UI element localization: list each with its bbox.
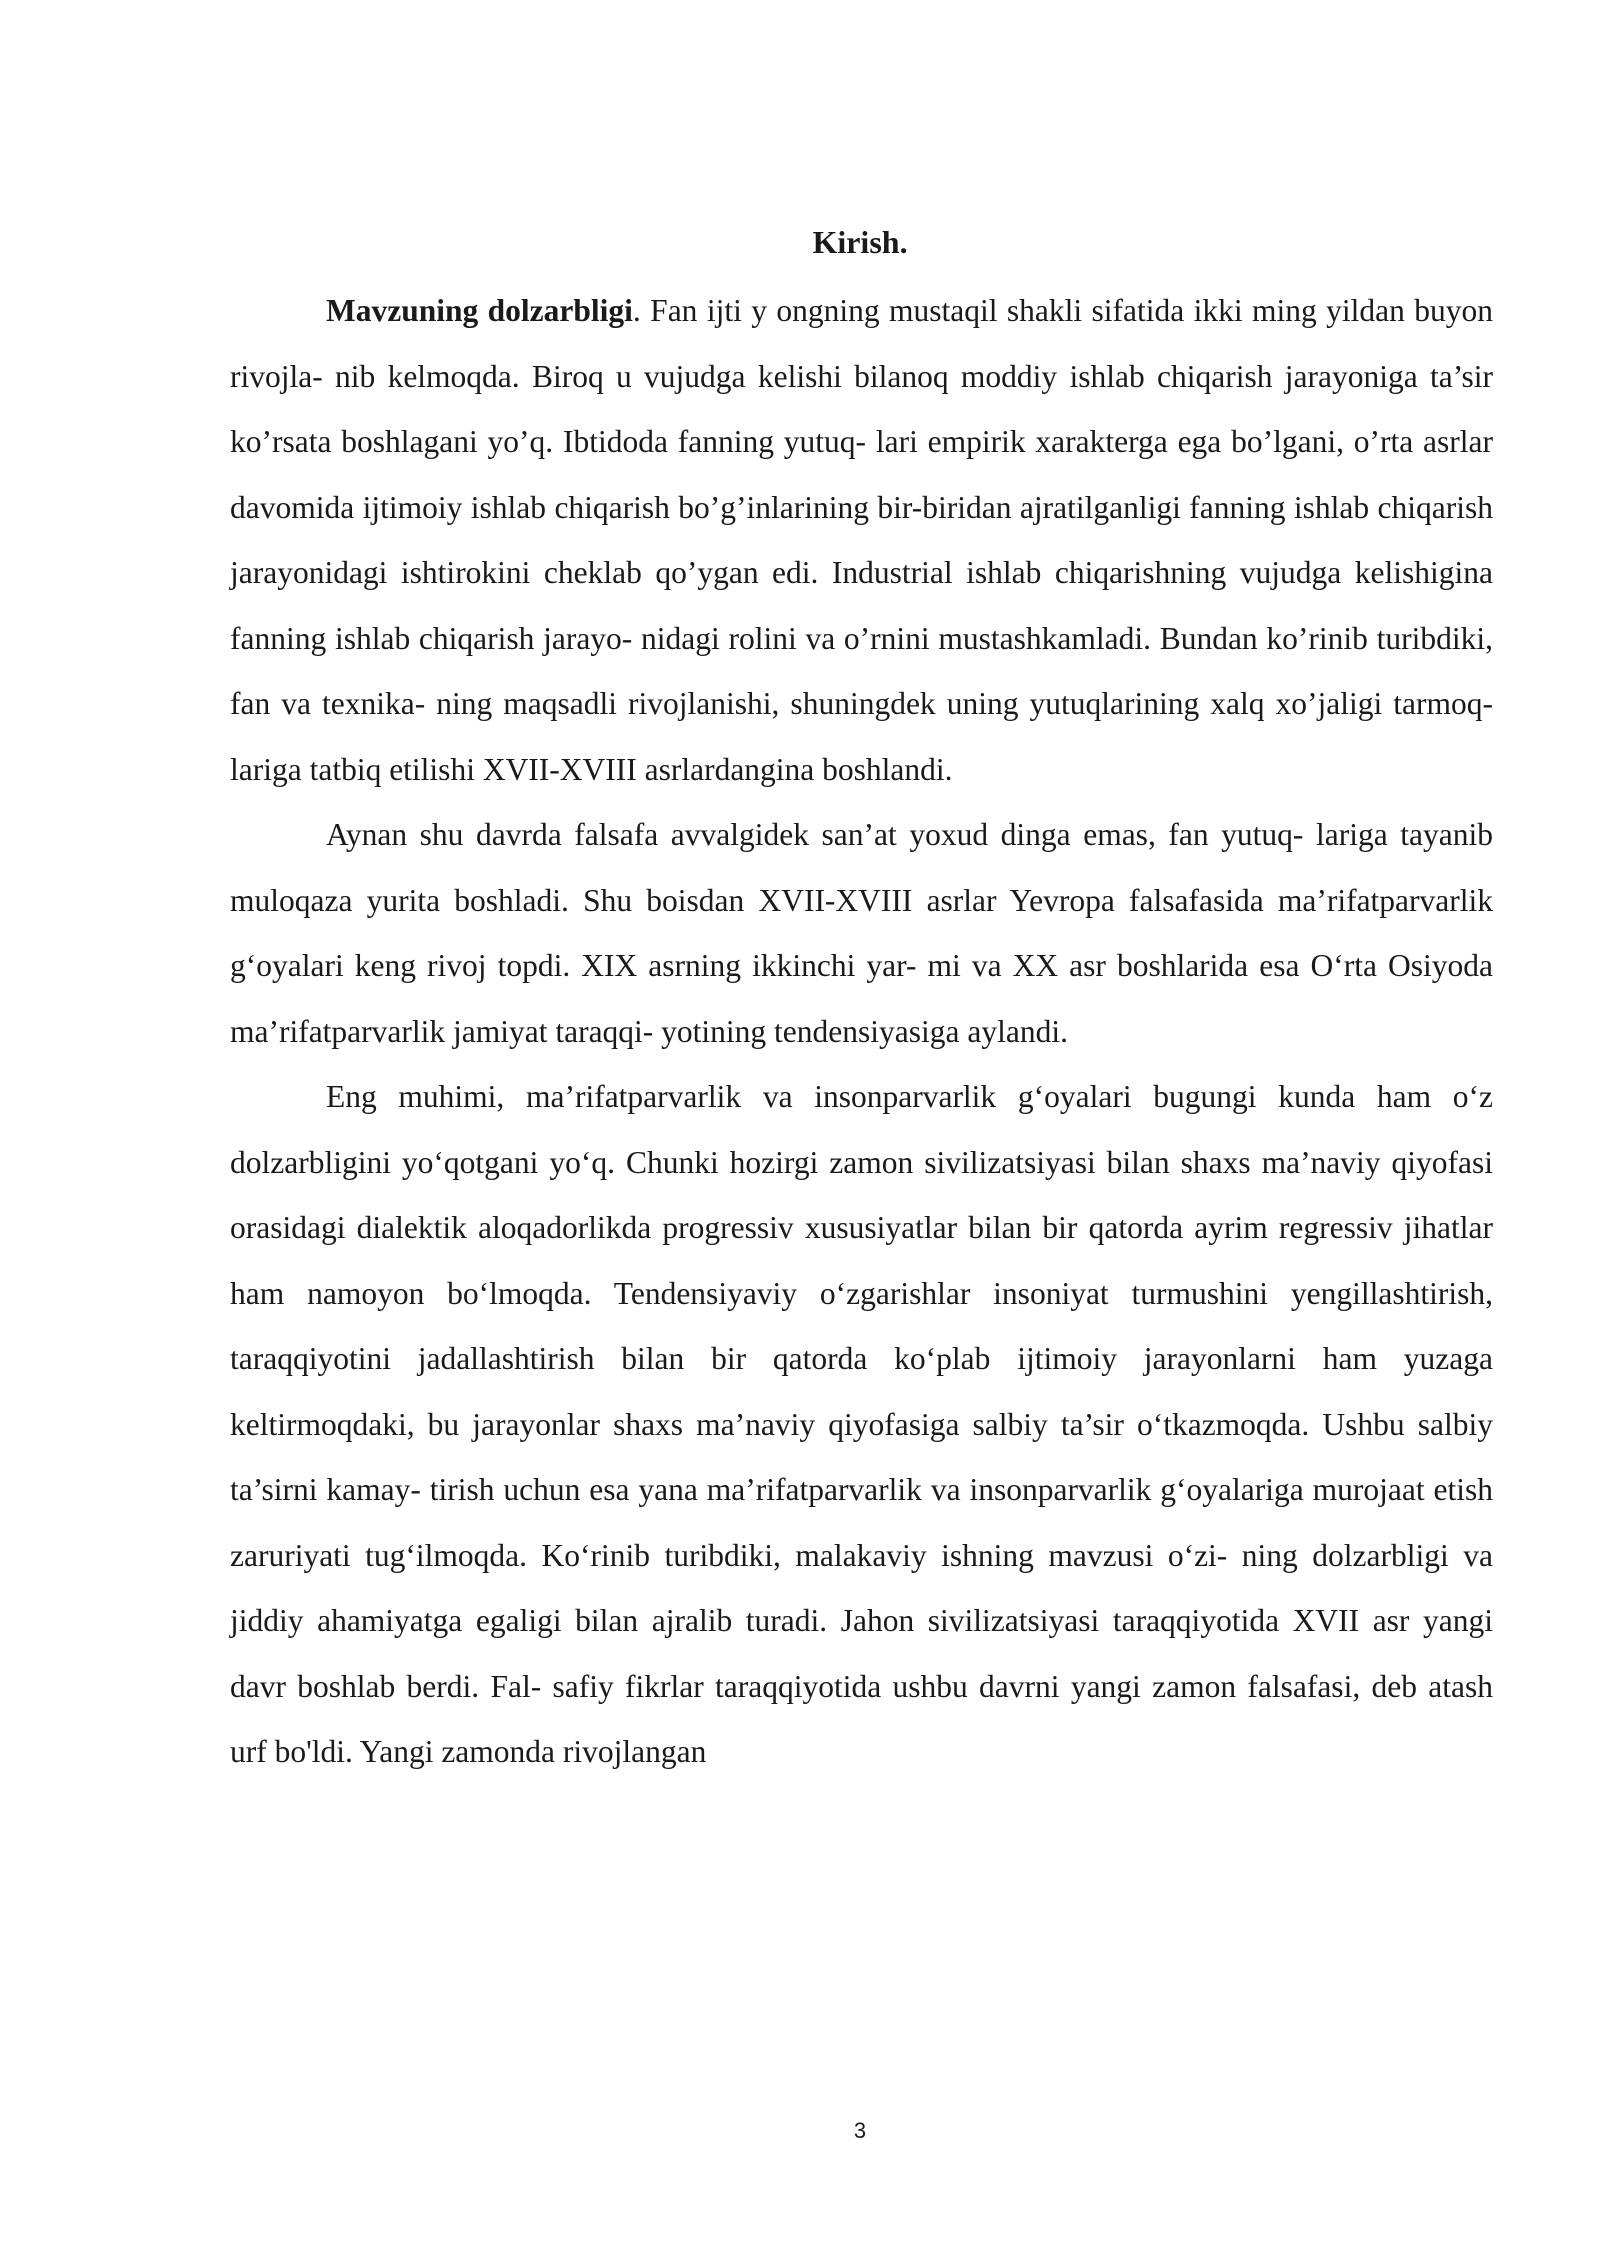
paragraph-3: [230, 1064, 1493, 1785]
paragraph-lead: Mavzuning dolzarbligi: [326, 293, 633, 328]
paragraph-text: Eng muhimi, ma’rifatparvarlik va insonparvarlik g‘oyalari bugungi kunda ham o‘z dolzarbligini yo‘qotgani yo‘q. Chunki hozirgi zamon sivilizatsiyasi bilan shaxs ma’naviy qiyofasi orasidagi dialektik aloqadorlikda progressiv xususiyatlar bilan bir qatorda ayrim regressiv jihatlar ham namoyon bo‘lmoqda. Tendensiyaviy o‘zgarishlar insoniyat turmushini yengillashtirish, taraqqiyotini jadallashtirish bilan bir qatorda ko‘plab ijtimoiy jarayonlarni ham yuzaga keltirmoqdaki, bu jarayonlar shaxs ma’naviy qiyofasiga salbiy ta’sir o‘tkazmoqda. Ushbu salbiy ta’sirni kamay- tirish uchun esa yana ma’rifatparvarlik va insonparvarlik g‘oyalariga murojaat etish zaruriyati tug‘ilmoqda. Ko‘rinib turibdiki, malakaviy ishning mavzusi o‘zi- ning dolzarbligi va jiddiy ahamiyatga egaligi bilan ajralib turadi. Jahon sivilizatsiyasi taraqqiyotida XVII asr yangi davr boshlab berdi. Fal- safiy fikrlar taraqqiyotida ushbu davrni yangi zamon falsafasi, deb atash urf bo'ldi. Yangi zamonda rivojlangan: [230, 1079, 1493, 1769]
page-number: 3: [853, 2118, 867, 2143]
paragraph-2: [230, 802, 1493, 1064]
body-text: [230, 278, 1493, 1785]
section-heading: Kirish.: [812, 224, 908, 260]
paragraph-text: Aynan shu davrda falsafa avvalgidek san’at yoxud dinga emas, fan yutuq- lariga tayanib muloqaza yurita boshladi. Shu boisdan XVII-XVIII asrlar Yevropa falsafasida ma’rifatparvarlik g‘oyalari keng rivoj topdi. XIX asrning ikkinchi yar- mi va XX asr boshlarida esa O‘rta Osiyoda ma’rifatparvarlik jamiyat taraqqi- yotining tendensiyasiga aylandi.: [230, 817, 1493, 1049]
paragraph-1: [230, 278, 1493, 802]
paragraph-text: . Fan ijti y ongning mustaqil shakli sifatida ikki ming yildan buyon rivojla- nib kelmoqda. Biroq u vujudga kelishi bilanoq moddiy ishlab chiqarish jarayoniga ta’sir ko’rsata boshlagani yo’q. Ibtidoda fanning yutuq- lari empirik xarakterga ega bo’lgani, o’rta asrlar davomida ijtimoiy ishlab chiqarish bo’g’inlarining bir-biridan ajratilganligi fanning ishlab chiqarish jarayonidagi ishtirokini cheklab qo’ygan edi. Industrial ishlab chiqarishning vujudga kelishigina fanning ishlab chiqarish jarayo- nidagi rolini va o’rnini mustashkamladi. Bundan ko’rinib turibdiki, fan va texnika- ning maqsadli rivojlanishi, shuningdek uning yutuqlarining xalq xo’jaligi tarmoq- lariga tatbiq etilishi XVII-XVIII asrlardangina boshlandi.: [230, 293, 1493, 787]
